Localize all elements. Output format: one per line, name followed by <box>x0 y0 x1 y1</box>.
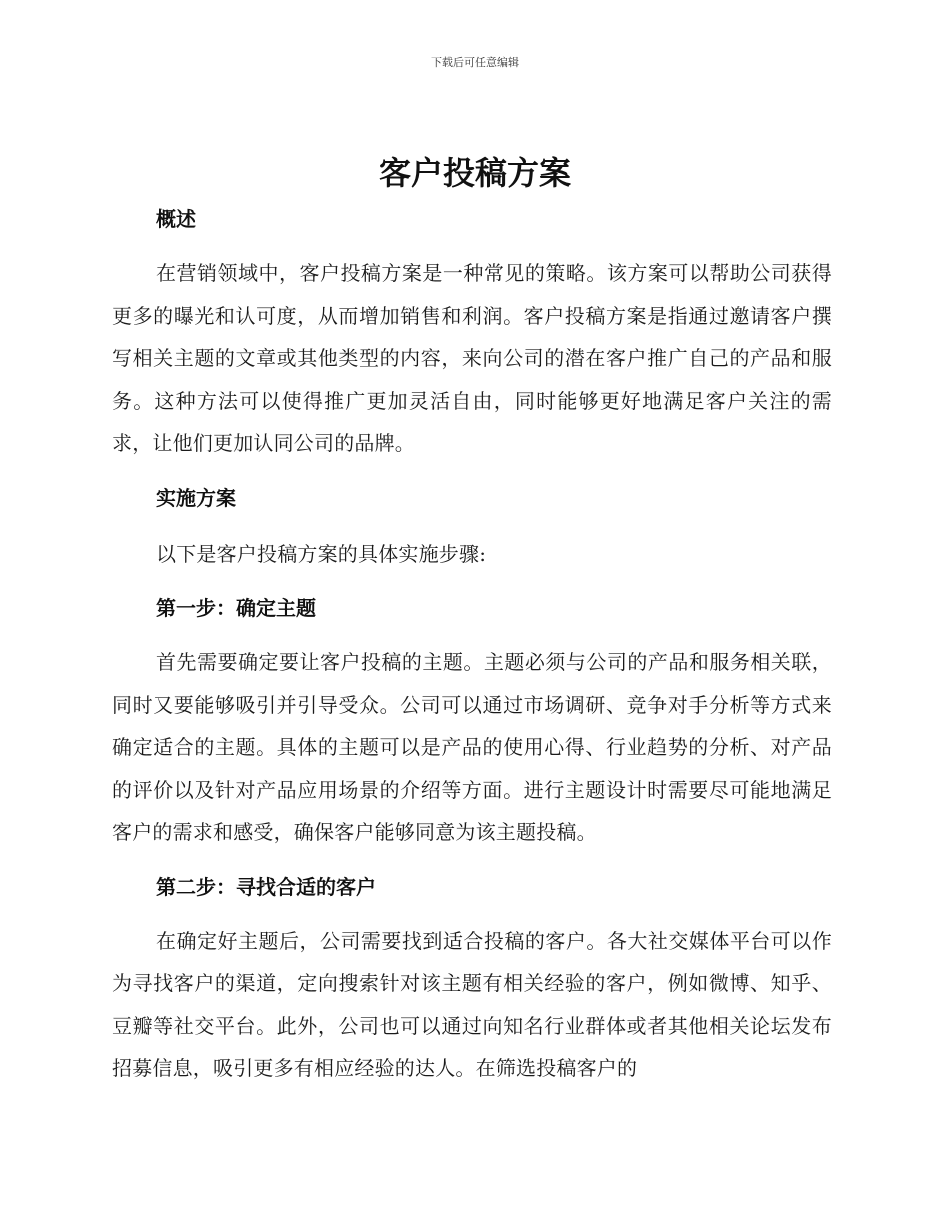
implementation-intro: 以下是客户投稿方案的具体实施步骤: <box>156 541 487 566</box>
document-title: 客户投稿方案 <box>378 154 571 192</box>
section-heading-overview: 概述 <box>156 207 196 231</box>
step1-paragraph: 首先需要确定要让客户投稿的主题。主题必须与公司的产品和服务相关联，同时又要能够吸引并引导受众。公司可以通过市场调研、竞争对手分析等方式来确定适合的主题。具体的主题可以是产品的使用心得、行业趋势的分析、对产品的评价以及针对产品应用场景的介绍等方面。进行主题设计时需要尽可能地满足客户的需求和感受，确保客户能够同意为该主题投稿。 <box>112 650 832 844</box>
section-heading-step2: 第二步：寻找合适的客户 <box>156 874 376 899</box>
section-heading-step1: 第一步：确定主题 <box>156 596 316 620</box>
overview-paragraph: 在营销领域中，客户投稿方案是一种常见的策略。该方案可以帮助公司获得更多的曝光和认可度，从而增加销售和利润。客户投稿方案是指通过邀请客户撰写相关主题的文章或其他类型的内容，来向公司的潜在客户推广自己的产品和服务。这种方法可以使得推广更加灵活自由，同时能够更好地满足客户关注的需求，让他们更加认同公司的品牌。 <box>112 261 832 455</box>
section-heading-implementation: 实施方案 <box>156 485 236 510</box>
step2-paragraph: 在确定好主题后，公司需要找到适合投稿的客户。各大社交媒体平台可以作为寻找客户的渠道，定向搜索针对该主题有相关经验的客户，例如微博、知乎、豆瓣等社交平台。此外，公司也可以通过向知名行业群体或者其他相关论坛发布招募信息，吸引更多有相应经验的达人。在筛选投稿客户的 <box>112 928 832 1080</box>
document-body <box>112 198 832 1090</box>
header-note: 下载后可任意编辑 <box>431 56 519 69</box>
